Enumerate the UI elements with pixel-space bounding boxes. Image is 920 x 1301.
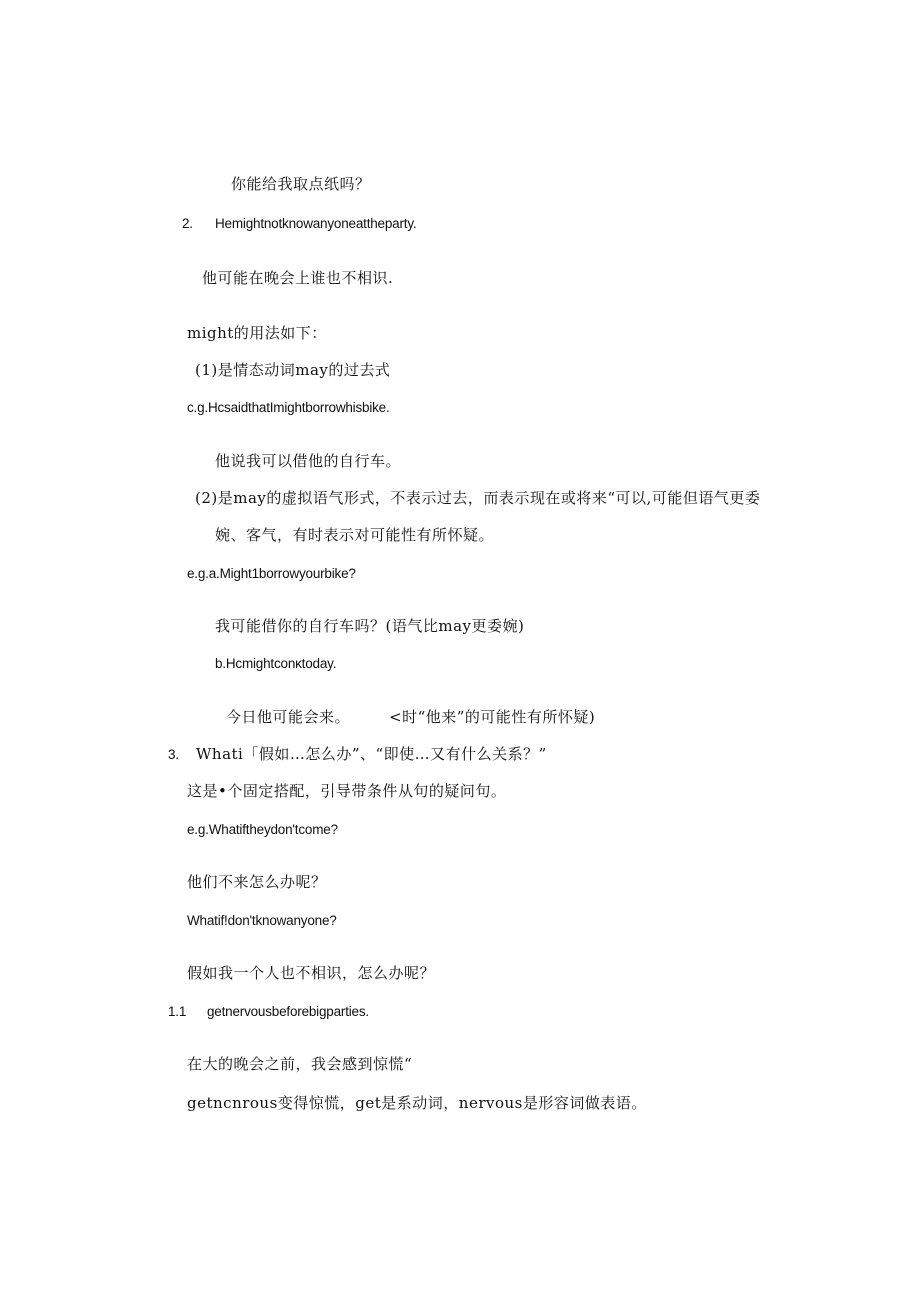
example-sentence: e.g.Whatiftheydon'tcome? xyxy=(187,822,338,837)
text-line: 今日他可能会来。 xyxy=(226,708,351,726)
text-line: 婉、客气，有时表示对可能性有所怀疑。 xyxy=(215,526,495,544)
example-sentence: Whatif!don'tknowanyone? xyxy=(187,913,337,928)
text-line: getncnrous变得惊慌，get是系动词，nervous是形容词做表语。 xyxy=(187,1094,647,1112)
example-sentence: c.g.HcsaidthatImightborrowhisbike. xyxy=(187,400,390,415)
example-sentence: e.g.a.Might1borrowyourbike? xyxy=(187,566,356,581)
text-line: <时“他来”的可能性有所怀疑) xyxy=(389,708,596,726)
text-line: 在大的晚会之前，我会感到惊慌“ xyxy=(187,1055,413,1073)
text-line: 假如我一个人也不相识，怎么办呢？ xyxy=(187,964,436,982)
example-sentence: getnervousbeforebigparties. xyxy=(207,1004,369,1019)
text-line: 你能给我取点纸吗？ xyxy=(231,175,371,193)
example-sentence: b.Hcmightconκtoday. xyxy=(215,656,337,671)
list-number: 3. xyxy=(168,747,179,762)
list-number: 1.1 xyxy=(168,1004,187,1019)
text-line: Whati「假如…怎么办”、“即使…又有什么关系？” xyxy=(196,745,547,763)
text-line: 这是•个固定搭配，引导带条件从句的疑问句。 xyxy=(187,782,507,800)
text-line: 我可能借你的自行车吗？(语气比may更委婉) xyxy=(215,617,525,635)
text-line: 他说我可以借他的自行车。 xyxy=(215,452,402,470)
text-line: 他可能在晚会上谁也不相识. xyxy=(202,269,394,287)
section-heading: might的用法如下： xyxy=(187,324,327,342)
text-line: (1)是情态动词may的过去式 xyxy=(195,361,391,379)
text-line: 他们不来怎么办呢？ xyxy=(187,873,327,891)
list-number: 2. xyxy=(182,216,193,231)
text-line: (2)是may的虚拟语气形式，不表示过去，而表示现在或将来“可以,可能但语气更委 xyxy=(195,489,761,507)
example-sentence: Hemightnotknowanyoneattheparty. xyxy=(215,216,417,231)
